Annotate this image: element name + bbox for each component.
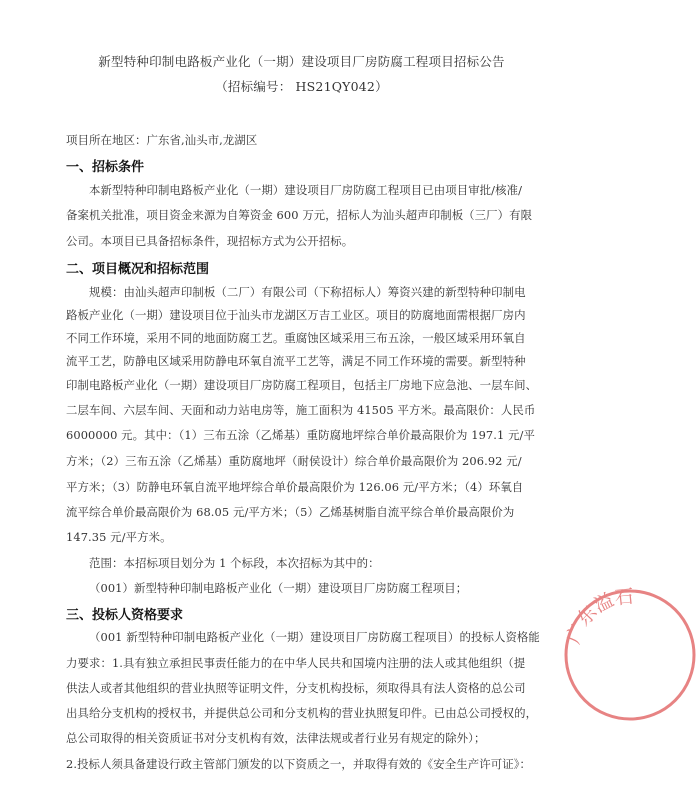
paragraph-line: 出具给分支机构的授权书，并提供总公司和分支机构的营业执照复印件。已由总公司授权的， xyxy=(66,706,538,720)
paragraph-line: 平方米；（3）防静电环氧自流平地坪综合单价最高限价为 126.06 元/平方米；（4）环氧自 xyxy=(66,480,524,494)
paragraph-line: 二层车间、六层车间、天面和动力站电房等，施工面积为 41505 平方米。最高限价：人民币 xyxy=(66,403,536,417)
paragraph-line: 总公司取得的相关资质证书对分支机构有效，法律法规或者行业另有规定的除外）； xyxy=(66,731,486,745)
paragraph-line: 力要求：1.具有独立承担民事责任能力的在中华人民共和国境内注册的法人或其他组织（提 xyxy=(66,656,526,670)
paragraph-line: 路板产业化（一期）建设项目位于汕头市龙湖区万吉工业区。项目的防腐地面需根据厂房内 xyxy=(66,308,526,322)
tender-number: （招标编号： HS21QY042） xyxy=(215,79,388,94)
paragraph-line: 公司。本项目已具备招标条件，现招标方式为公开招标。 xyxy=(66,234,354,248)
section-heading: 一、招标条件 xyxy=(66,160,145,175)
seal-text: 广东溢石 xyxy=(562,585,635,647)
paragraph-line: 2.投标人须具备建设行政主管部门颁发的以下资质之一，并取得有效的《安全生产许可证》： xyxy=(66,757,531,771)
paragraph-line: 不同工作环境，采用不同的地面防腐工艺。重腐蚀区域采用三布五涂，一般区域采用环氧自 xyxy=(66,331,526,345)
company-seal xyxy=(560,585,700,725)
paragraph-line: 备案机关批准，项目资金来源为自筹资金 600 万元，招标人为汕头超声印制板（三厂）有限 xyxy=(66,208,533,222)
paragraph-line: 范围：本招标项目划分为 1 个标段，本次招标为其中的： xyxy=(89,556,380,570)
paragraph-line: 印制电路板产业化（一期）建设项目厂房防腐工程项目，包括主厂房地下应急池、一层车间、 xyxy=(66,378,538,392)
paragraph-line: 147.35 元/平方米。 xyxy=(66,530,172,544)
project-location: 项目所在地区：广东省,汕头市,龙湖区 xyxy=(66,133,258,147)
paragraph-line: 6000000 元。其中：（1）三布五涂（乙烯基）重防腐地坪综合单价最高限价为 197.1 元/平 xyxy=(66,428,535,442)
paragraph-line: 本新型特种印制电路板产业化（一期）建设项目厂房防腐工程项目已由项目审批/核准/ xyxy=(89,183,523,197)
svg-text:广东溢石 xyxy=(562,585,635,646)
document-title: 新型特种印制电路板产业化（一期）建设项目厂房防腐工程项目招标公告 xyxy=(98,54,505,69)
section-heading: 三、投标人资格要求 xyxy=(66,608,184,623)
paragraph-line: 流平工艺，防静电区域采用防静电环氧自流平工艺等，满足不同工作环境的需要。新型特种 xyxy=(66,354,526,368)
paragraph-line: 方米；（2）三布五涂（乙烯基）重防腐地坪（耐侯设计）综合单价最高限价为 206.92 元/ xyxy=(66,454,522,468)
section-heading: 二、项目概况和招标范围 xyxy=(66,262,210,277)
paragraph-line: 流平综合单价最高限价为 68.05 元/平方米；（5）乙烯基树脂自流平综合单价最高限价为 xyxy=(66,505,515,519)
paragraph-line: （001）新型特种印制电路板产业化（一期）建设项目厂房防腐工程项目； xyxy=(89,581,468,595)
paragraph-line: 供法人或者其他组织的营业执照等证明文件，分支机构投标，须取得具有法人资格的总公司 xyxy=(66,681,526,695)
paragraph-line: 规模：由汕头超声印制板（二厂）有限公司（下称招标人）筹资兴建的新型特种印制电 xyxy=(89,285,526,299)
paragraph-line: （001 新型特种印制电路板产业化（一期）建设项目厂房防腐工程项目）的投标人资格能 xyxy=(89,630,540,644)
